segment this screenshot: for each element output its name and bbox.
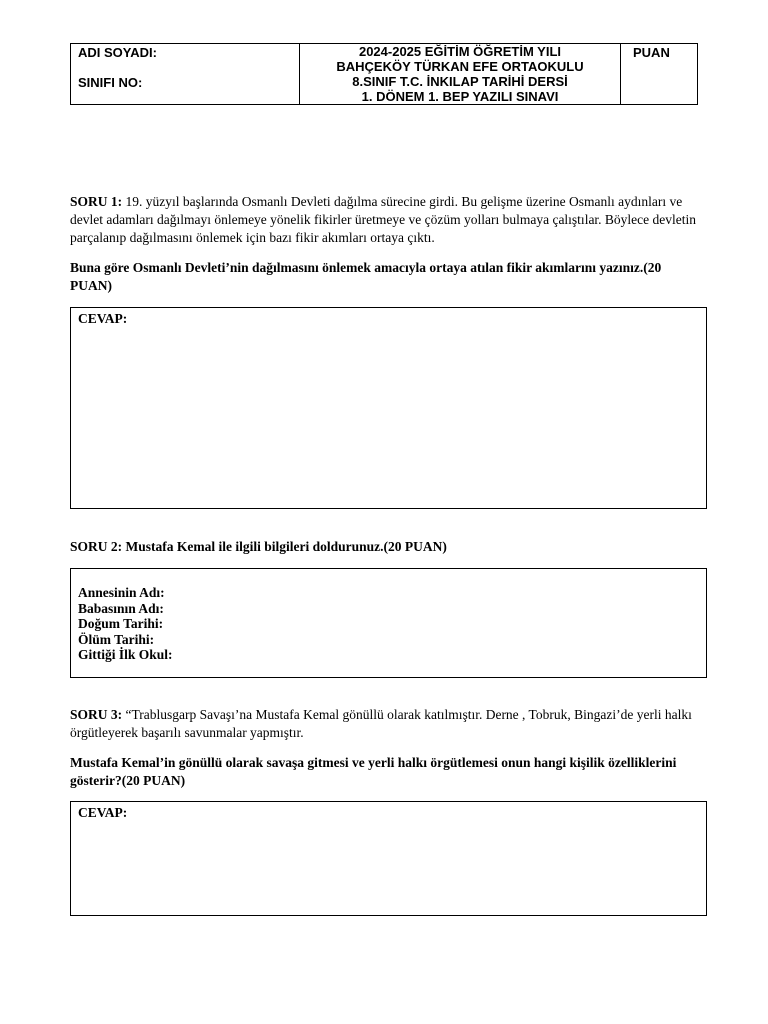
question-1-prompt: Buna göre Osmanlı Devleti’nin dağılmasını önlemek amacıyla ortaya atılan fikir akımlarını yazınız.(20 PUAN) — [70, 260, 662, 293]
field-death-date: Ölüm Tarihi: — [78, 631, 155, 647]
class-number-label: SINIFI NO: — [78, 75, 143, 90]
question-3-text — [70, 706, 698, 742]
exam-header-table — [70, 43, 698, 105]
question-3-prompt: Mustafa Kemal’in gönüllü olarak savaşa gitmesi ve yerli halkı örgütlemesi onun hangi kişilik özelliklerini gösterir?(20 PUAN) — [70, 755, 677, 788]
question-3-label: SORU 3: — [70, 707, 123, 722]
question-2-field-list — [78, 585, 173, 663]
exam-title-line-1: 2024-2025 EĞİTİM ÖĞRETİM YILI — [358, 44, 562, 59]
question-1-body: 19. yüzyıl başlarında Osmanlı Devleti dağılma sürecine girdi. Bu gelişme üzerine Osmanlı aydınları ve devlet adamları dağılmayı önlemeye yönelik fikirler üretmeye ve çözüm yolları bulmaya çalıştılar. Böylece devletin parçalanıp dağılmasını önlemek için bazı fikir akımları ortaya çıktı. — [70, 194, 697, 245]
score-cell[interactable] — [621, 44, 698, 105]
exam-title-line-4: 1. DÖNEM 1. BEP YAZILI SINAVI — [361, 89, 559, 104]
question-1-answer-box[interactable] — [70, 307, 707, 509]
question-3-answer-label: CEVAP: — [78, 805, 128, 820]
exam-title-cell — [300, 44, 621, 105]
score-label: PUAN — [633, 45, 670, 60]
field-first-school: Gittiği İlk Okul: — [78, 647, 173, 662]
question-1-answer-label: CEVAP: — [78, 311, 128, 326]
question-2-prompt: SORU 2: Mustafa Kemal ile ilgili bilgileri doldurunuz.(20 PUAN) — [70, 539, 447, 554]
exam-title-line-2: BAHÇEKÖY TÜRKAN EFE ORTAOKULU — [336, 59, 584, 74]
field-mother-name: Annesinin Adı: — [78, 585, 165, 600]
question-1-text — [70, 193, 698, 247]
question-2-answer-box[interactable] — [70, 568, 707, 678]
question-1-label: SORU 1: — [70, 194, 123, 209]
exam-title-line-3: 8.SINIF T.C. İNKILAP TARİHİ DERSİ — [352, 74, 568, 89]
student-info-cell[interactable] — [71, 44, 300, 105]
name-label: ADI SOYADI: — [78, 45, 157, 60]
field-father-name: Babasının Adı: — [78, 600, 164, 616]
question-3-answer-box[interactable] — [70, 801, 707, 916]
field-birth-date: Doğum Tarihi: — [78, 616, 164, 631]
question-3-body: “Trablusgarp Savaşı’na Mustafa Kemal gönüllü olarak katılmıştır. Derne , Tobruk, Bingazi’de yerli halkı örgütleyerek başarılı savunmalar yapmıştır. — [70, 707, 692, 740]
